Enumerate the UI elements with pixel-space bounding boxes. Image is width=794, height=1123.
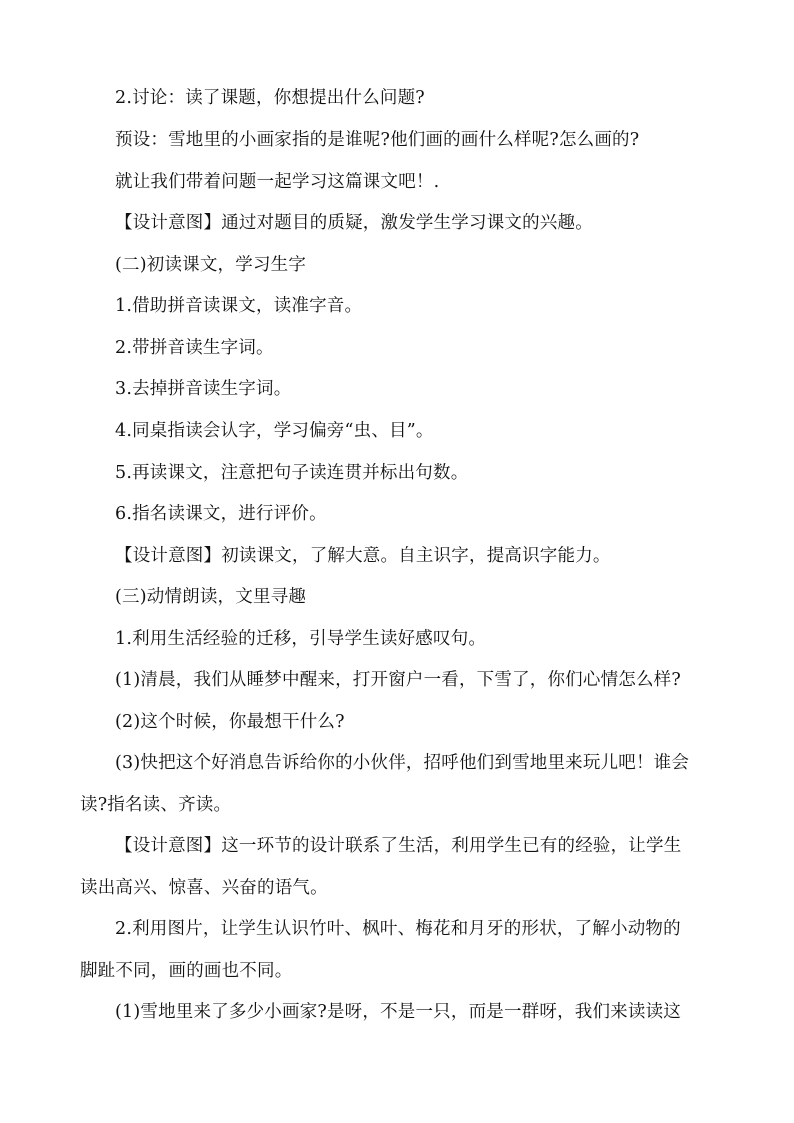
text-line: (3)快把这个好消息告诉给你的小伙伴，招呼他们到雪地里来玩儿吧！谁会	[115, 753, 690, 773]
text-line: 2.带拼音读生字词。	[115, 338, 274, 358]
text-line: (1)雪地里来了多少小画家?是呀，不是一只，而是一群呀，我们来读读这	[115, 1002, 681, 1022]
section-heading: (二)初读课文，学习生字	[115, 255, 307, 275]
text-line: 4.同桌指读会认字，学习偏旁“虫、目”。	[115, 421, 434, 441]
text-line: 【设计意图】这一环节的设计联系了生活，利用学生已有的经验，让学生	[115, 836, 682, 856]
text-line: 【设计意图】通过对题目的质疑，激发学生学习课文的兴趣。	[115, 213, 593, 233]
text-line: 读出高兴、惊喜、兴奋的语气。	[80, 878, 328, 898]
text-line: 6.指名读课文，进行评价。	[115, 504, 327, 524]
text-line: 1.借助拼音读课文，读准字音。	[115, 296, 363, 316]
text-line: 5.再读课文，注意把句子读连贯并标出句数。	[115, 463, 469, 483]
text-line: 【设计意图】初读课文，了解大意。自主识字，提高识字能力。	[115, 546, 611, 566]
text-line: 读?指名读、齐读。	[80, 795, 232, 815]
text-line: (1)清晨，我们从睡梦中醒来，打开窗户一看，下雪了，你们心情怎么样?	[115, 670, 681, 690]
text-line: 就让我们带着问题一起学习这篇课文吧！.	[115, 172, 440, 192]
text-line: 预设：雪地里的小画家指的是谁呢?他们画的画什么样呢?怎么画的?	[115, 130, 640, 150]
text-line: 1.利用生活经验的迁移，引导学生读好感叹句。	[115, 629, 487, 649]
text-line: (2)这个时候，你最想干什么?	[115, 712, 345, 732]
text-line: 3.去掉拼音读生字词。	[115, 379, 292, 399]
text-line: 2.利用图片，让学生认识竹叶、枫叶、梅花和月牙的形状，了解小动物的	[115, 919, 681, 939]
text-line: 2.讨论：读了课题，你想提出什么问题?	[115, 88, 425, 108]
section-heading: (三)动情朗读，文里寻趣	[115, 587, 307, 607]
text-line: 脚趾不同，画的画也不同。	[80, 961, 293, 981]
